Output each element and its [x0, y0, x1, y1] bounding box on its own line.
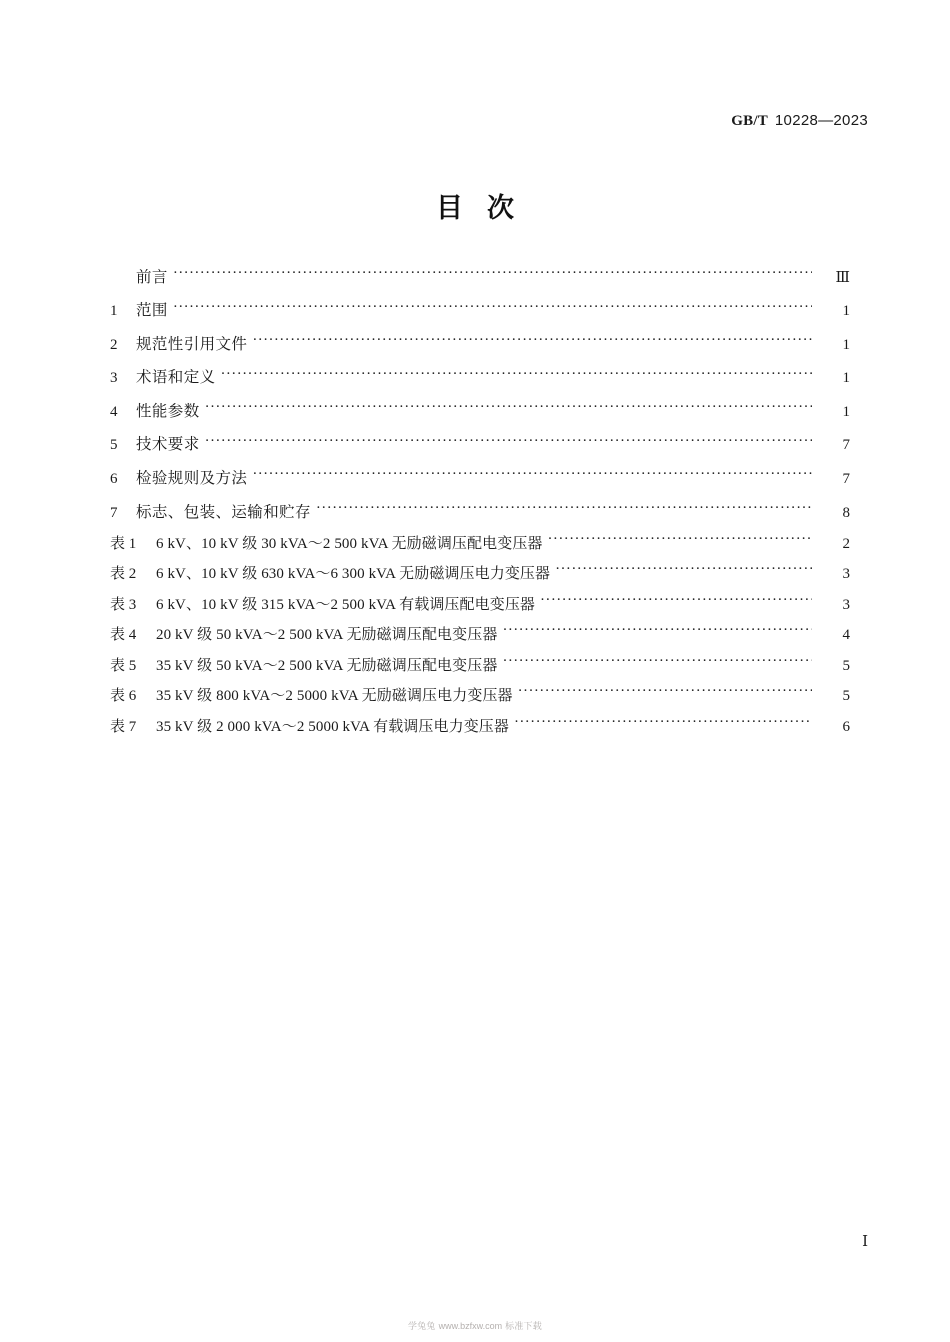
toc-table-number: 表 7 — [110, 718, 137, 735]
dot-leader — [502, 624, 812, 640]
toc-entry-page: 1 — [842, 403, 850, 420]
toc-entry-page: 1 — [842, 303, 850, 320]
toc-entry[interactable] — [110, 434, 850, 468]
toc-entry-page: 7 — [842, 437, 850, 454]
toc-entry[interactable] — [110, 333, 850, 367]
toc-table-number: 表 2 — [110, 566, 137, 582]
toc-table-label: 6 kV、10 kV 级 630 kVA～6 300 kVA 无励磁调压电力变压器 — [156, 566, 551, 582]
dot-leader — [221, 367, 812, 383]
page-folio: Ⅰ — [862, 1234, 868, 1250]
toc-entry-label: 技术要求 — [136, 436, 200, 454]
toc-table-label: 35 kV 级 800 kVA～2 5000 kVA 无励磁调压电力变压器 — [156, 688, 513, 704]
toc-table-entry[interactable] — [110, 654, 850, 685]
toc-entry[interactable] — [110, 300, 850, 334]
toc-table-page: 6 — [842, 718, 850, 735]
toc-table-page: 4 — [842, 627, 850, 643]
toc-entry-label: 检验规则及方法 — [136, 470, 248, 488]
dot-leader — [173, 300, 812, 316]
dot-leader — [205, 400, 812, 416]
standard-header — [731, 112, 868, 130]
toc-entry-label: 性能参数 — [136, 402, 200, 420]
toc-entry-label: 规范性引用文件 — [136, 335, 248, 353]
watermark-suffix: 标准下载 — [505, 1321, 542, 1331]
toc-entry-number: 2 — [110, 336, 118, 353]
toc-entry-number: 5 — [110, 437, 118, 454]
watermark — [0, 1319, 950, 1332]
page-title: 目次 — [436, 193, 538, 223]
toc-table-label: 35 kV 级 2 000 kVA～2 5000 kVA 有载调压电力变压器 — [156, 718, 509, 735]
standard-prefix: GB/T — [731, 113, 768, 129]
toc-table-label: 6 kV、10 kV 级 30 kVA～2 500 kVA 无励磁调压配电变压器 — [156, 535, 543, 552]
toc-entry[interactable] — [110, 400, 850, 434]
toc-entry-label: 标志、包装、运输和贮存 — [136, 503, 311, 521]
toc-table-entry[interactable] — [110, 624, 850, 655]
toc-entry-page: Ⅲ — [835, 269, 850, 286]
toc-entry[interactable] — [110, 266, 850, 300]
toc-entry-label: 范围 — [136, 302, 168, 320]
toc-table-number: 表 3 — [110, 596, 137, 613]
dot-leader — [316, 501, 812, 517]
toc-entry-number: 1 — [110, 303, 118, 320]
dot-leader — [518, 685, 812, 701]
toc-entry[interactable] — [110, 468, 850, 502]
toc-table-entry[interactable] — [110, 685, 850, 716]
toc-entry-page: 1 — [842, 336, 850, 353]
toc-table-label: 35 kV 级 50 kVA～2 500 kVA 无励磁调压配电变压器 — [156, 657, 498, 674]
toc-table-page: 5 — [842, 657, 850, 674]
toc-table-page: 3 — [842, 596, 850, 613]
toc-table-entry[interactable] — [110, 593, 850, 624]
dot-leader — [540, 593, 812, 609]
toc-table-page: 2 — [842, 535, 850, 552]
toc-entry-page: 7 — [842, 471, 850, 488]
toc-sections — [110, 266, 850, 535]
dot-leader — [514, 715, 812, 731]
toc-table-number: 表 6 — [110, 688, 137, 704]
dot-leader — [548, 532, 812, 548]
dot-leader — [502, 654, 812, 670]
toc-entry-number: 7 — [110, 504, 118, 521]
toc-entry-number: 3 — [110, 370, 118, 387]
toc-entry-page: 8 — [842, 504, 850, 521]
toc-entry-number: 6 — [110, 471, 118, 488]
standard-number: 10228—2023 — [774, 112, 868, 129]
dot-leader — [173, 266, 812, 282]
toc-table-number: 表 5 — [110, 657, 137, 674]
dot-leader — [252, 468, 812, 484]
toc-entry-label: 前言 — [136, 268, 168, 286]
toc-entry-label: 术语和定义 — [136, 369, 216, 387]
watermark-url: www.bzfxw.com — [438, 1321, 503, 1331]
toc-table-number: 表 4 — [110, 627, 137, 643]
toc-entry[interactable] — [110, 501, 850, 535]
toc-entry-page: 1 — [842, 370, 850, 387]
toc-entry[interactable] — [110, 367, 850, 401]
toc-table-label: 20 kV 级 50 kVA～2 500 kVA 无励磁调压配电变压器 — [156, 627, 498, 643]
toc-table-label: 6 kV、10 kV 级 315 kVA～2 500 kVA 有载调压配电变压器 — [156, 596, 536, 613]
dot-leader — [205, 434, 812, 450]
toc-table-entry[interactable] — [110, 715, 850, 746]
watermark-site: 学兔兔 — [408, 1321, 436, 1331]
toc-table-entry[interactable] — [110, 563, 850, 594]
toc-entry-number: 4 — [110, 403, 118, 420]
toc-tables — [110, 532, 850, 746]
dot-leader — [555, 563, 812, 579]
toc-table-entry[interactable] — [110, 532, 850, 563]
toc-table-number: 表 1 — [110, 535, 137, 552]
toc-table-page: 3 — [842, 566, 850, 582]
dot-leader — [252, 333, 812, 349]
toc-table-page: 5 — [842, 688, 850, 704]
